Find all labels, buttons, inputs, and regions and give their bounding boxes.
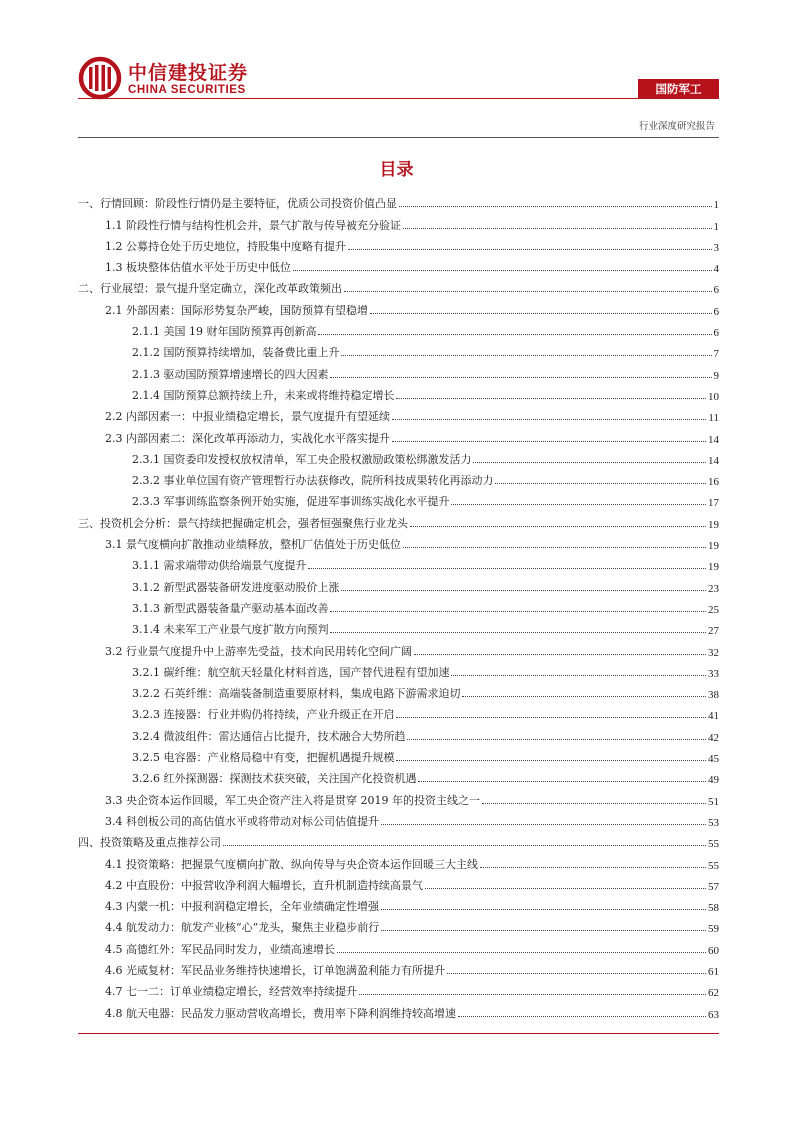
toc-entry-label: 4.8 航天电器：民品发力驱动营收高增长，费用率下降利润维持较高增速	[105, 1006, 456, 1020]
toc-entry[interactable]	[78, 446, 719, 467]
toc-leader-dots	[341, 355, 711, 356]
toc-entry-page: 14	[708, 454, 719, 467]
citic-logo-icon	[78, 56, 122, 100]
toc-entry-page: 19	[708, 518, 719, 531]
toc-leader-dots	[447, 973, 706, 974]
toc-entry-label: 3.4 科创板公司的高估值水平或将带动对标公司估值提升	[105, 814, 379, 828]
toc-title: 目录	[379, 160, 414, 180]
toc-entry-page: 27	[708, 625, 719, 638]
toc-leader-dots	[381, 824, 706, 825]
toc-entry-label: 3.1.3 新型武器装备量产驱动基本面改善	[132, 601, 329, 615]
toc-entry[interactable]	[78, 722, 719, 743]
toc-entry-label: 3.1.2 新型武器装备研发进度驱动股价上涨	[132, 580, 340, 594]
toc-entry[interactable]	[78, 509, 719, 530]
toc-entry[interactable]	[78, 254, 719, 275]
toc-entry-page: 61	[708, 965, 719, 978]
toc-entry[interactable]	[78, 935, 719, 956]
toc-entry-label: 3.1.4 未来军工产业景气度扩散方向预判	[132, 623, 329, 637]
toc-entry-page: 4	[713, 263, 719, 276]
toc-entry-page: 6	[713, 305, 719, 318]
logo-chinese-name: 中信建投证券	[128, 62, 249, 84]
toc-entry-page: 14	[708, 433, 719, 446]
toc-entry-page: 6	[713, 284, 719, 297]
toc-entry-page: 25	[708, 603, 719, 616]
toc-leader-dots	[451, 675, 706, 676]
toc-entry[interactable]	[78, 978, 719, 999]
toc-entry-label: 4.7 七一二：订单业绩稳定增长，经营效率持续提升	[105, 985, 357, 999]
toc-entry-label: 2.1.3 驱动国防预算增速增长的四大因素	[132, 367, 329, 381]
toc-entry-label: 4.3 内蒙一机：中报利润稳定增长，全年业绩确定性增强	[105, 900, 379, 914]
toc-entry-label: 2.1 外部因素：国际形势复杂严峻，国防预算有望稳增	[105, 303, 368, 317]
toc-leader-dots	[341, 590, 706, 591]
toc-entry-label: 3.2.5 电容器：产业格局稳中有变，把握机遇提升规模	[132, 751, 395, 765]
toc-entry[interactable]	[78, 914, 719, 935]
toc-entry-label: 2.1.1 美国 19 财年国防预算再创新高	[132, 325, 317, 339]
toc-entry[interactable]	[78, 211, 719, 232]
toc-leader-dots	[482, 803, 706, 804]
report-type: 行业深度研究报告	[638, 121, 715, 132]
toc-entry[interactable]	[78, 637, 719, 658]
toc-leader-dots	[330, 632, 706, 633]
toc-entry[interactable]	[78, 318, 719, 339]
toc-entry[interactable]	[78, 744, 719, 765]
toc-leader-dots	[381, 930, 706, 931]
toc-entry-label: 3.1 景气度横向扩散推动业绩释放，整机厂估值处于历史低位	[105, 538, 401, 552]
toc-entry-label: 3.1.1 需求端带动供给端景气度提升	[132, 559, 307, 573]
toc-leader-dots	[330, 377, 711, 378]
toc-leader-dots	[396, 398, 706, 399]
toc-leader-dots	[344, 291, 712, 292]
toc-leader-dots	[403, 547, 706, 548]
toc-leader-dots	[407, 739, 706, 740]
toc-entry-page: 51	[708, 795, 719, 808]
toc-entry-label: 四、投资策略及重点推荐公司	[78, 836, 221, 850]
toc-entry-label: 3.2.1 碳纤维：航空航天轻量化材料首选，国产替代进程有望加速	[132, 665, 450, 679]
toc-leader-dots	[318, 334, 711, 335]
toc-entry-label: 4.4 航发动力：航发产业核“心”龙头，聚焦主业稳步前行	[105, 921, 380, 935]
toc-entry[interactable]	[78, 893, 719, 914]
toc-entry[interactable]	[78, 467, 719, 488]
toc-entry-label: 一、行情回顾：阶段性行情仍是主要特征，优质公司投资价值凸显	[78, 197, 397, 211]
toc-leader-dots	[473, 462, 706, 463]
toc-entry-page: 3	[713, 241, 719, 254]
toc-entry-page: 9	[713, 369, 719, 382]
toc-leader-dots	[392, 441, 706, 442]
toc-entry[interactable]	[78, 424, 719, 445]
toc-entry-label: 4.5 高德红外：军民品同时发力，业绩高速增长	[105, 942, 335, 956]
toc-entry-label: 4.1 投资策略：把握景气度横向扩散、纵向传导与央企资本运作回暖三大主线	[105, 857, 478, 871]
toc-entry-page: 53	[708, 816, 719, 829]
toc-leader-dots	[370, 313, 712, 314]
toc-leader-dots	[451, 504, 706, 505]
footer-divider	[78, 1033, 719, 1034]
toc-entry-page: 11	[708, 412, 719, 425]
toc-entry[interactable]	[78, 957, 719, 978]
toc-entry-label: 2.1.2 国防预算持续增加，装备费比重上升	[132, 346, 340, 360]
toc-entry[interactable]	[78, 190, 719, 211]
toc-entry-label: 3.2.4 微波组件：雷达通信占比提升，技术融合大势所趋	[132, 729, 406, 743]
toc-entry[interactable]	[78, 786, 719, 807]
toc-entry[interactable]	[78, 360, 719, 381]
toc-leader-dots	[308, 568, 706, 569]
toc-entry-page: 63	[708, 1008, 719, 1021]
toc-entry-label: 1.2 公募持仓处于历史地位，持股集中度略有提升	[105, 239, 346, 253]
toc-entry[interactable]	[78, 488, 719, 509]
toc-entry-label: 1.1 阶段性行情与结构性机会并，景气扩散与传导被充分验证	[105, 218, 401, 232]
toc-entry-label: 3.3 央企资本运作回暖，军工央企资产注入将是贯穿 2019 年的投资主线之一	[105, 793, 480, 807]
toc-leader-dots	[414, 654, 706, 655]
toc-leader-dots	[425, 888, 706, 889]
toc-entry[interactable]	[78, 552, 719, 573]
toc-leader-dots	[223, 845, 706, 846]
toc-entry-page: 62	[708, 987, 719, 1000]
toc-entry[interactable]	[78, 275, 719, 296]
toc-entry[interactable]	[78, 659, 719, 680]
toc-entry[interactable]	[78, 233, 719, 254]
toc-leader-dots	[403, 228, 712, 229]
toc-entry[interactable]	[78, 808, 719, 829]
toc-entry[interactable]	[78, 382, 719, 403]
toc-entry[interactable]	[78, 531, 719, 552]
toc-leader-dots	[293, 270, 712, 271]
toc-leader-dots	[418, 781, 706, 782]
toc-entry[interactable]	[78, 999, 719, 1020]
toc-entry[interactable]	[78, 339, 719, 360]
toc-leader-dots	[392, 419, 706, 420]
toc-entry-page: 1	[713, 220, 719, 233]
subheader-divider	[78, 137, 719, 138]
toc-entry-label: 2.3.1 国资委印发授权放权清单，军工央企股权激励政策松绑激发活力	[132, 452, 472, 466]
toc-entry[interactable]	[78, 573, 719, 594]
logo-english-name: CHINA SECURITIES	[128, 84, 246, 96]
toc-entry-label: 3.2.3 连接器：行业并购仍将持续，产业升级正在开启	[132, 708, 395, 722]
toc-entry-page: 19	[708, 540, 719, 553]
toc-entry-label: 4.2 中直股份：中报营收净利润大幅增长，直升机制造持续高景气	[105, 878, 423, 892]
toc-leader-dots	[462, 696, 706, 697]
toc-entry-page: 41	[708, 710, 719, 723]
toc-entry[interactable]	[78, 701, 719, 722]
toc-entry-page: 57	[708, 880, 719, 893]
toc-entry-page: 6	[713, 327, 719, 340]
toc-entry-label: 3.2.6 红外探测器：探测技术获突破，关注国产化投资机遇	[132, 772, 417, 786]
toc-leader-dots	[396, 717, 706, 718]
toc-entry-page: 32	[708, 646, 719, 659]
toc-entry[interactable]	[78, 680, 719, 701]
toc-entry-page: 38	[708, 689, 719, 702]
toc-entry[interactable]	[78, 595, 719, 616]
toc-entry[interactable]	[78, 403, 719, 424]
toc-entry[interactable]	[78, 616, 719, 637]
toc-entry-page: 55	[708, 838, 719, 851]
toc-leader-dots	[495, 483, 706, 484]
header-divider	[78, 98, 719, 99]
toc-leader-dots	[381, 909, 706, 910]
toc-entry-label: 3.2 行业景气度提升中上游率先受益，技术向民用转化空间广阔	[105, 644, 412, 658]
toc-entry-page: 1	[713, 199, 719, 212]
toc-leader-dots	[337, 952, 706, 953]
toc-entry[interactable]	[78, 872, 719, 893]
company-logo	[78, 56, 253, 102]
toc-entry-page: 7	[713, 348, 719, 361]
toc-leader-dots	[396, 760, 706, 761]
toc-entry-page: 23	[708, 582, 719, 595]
toc-entry[interactable]	[78, 829, 719, 850]
toc-entry-label: 三、投资机会分析：景气持续把握确定机会，强者恒强聚焦行业龙头	[78, 516, 408, 530]
toc-leader-dots	[348, 249, 712, 250]
toc-leader-dots	[359, 994, 706, 995]
toc-entry-page: 45	[708, 753, 719, 766]
toc-leader-dots	[480, 867, 706, 868]
toc-entry-label: 4.6 光威复材：军民品业务维持快速增长，订单饱满盈利能力有所提升	[105, 963, 445, 977]
toc-entry-page: 58	[708, 902, 719, 915]
toc-entry[interactable]	[78, 296, 719, 317]
toc-entry-page: 16	[708, 476, 719, 489]
toc-entry[interactable]	[78, 765, 719, 786]
toc-entry-page: 19	[708, 561, 719, 574]
toc-entry-page: 10	[708, 390, 719, 403]
toc-entry-page: 49	[708, 774, 719, 787]
toc-entry-page: 59	[708, 923, 719, 936]
toc-entry-label: 2.3.3 军事训练监察条例开始实施，促进军事训练实战化水平提升	[132, 495, 450, 509]
toc-entry-label: 2.2 内部因素一：中报业绩稳定增长，景气度提升有望延续	[105, 410, 390, 424]
toc-entry-label: 2.3.2 事业单位国有资产管理暂行办法获修改，院所科技成果转化再添动力	[132, 474, 494, 488]
toc-entry-page: 33	[708, 667, 719, 680]
toc-entry-page: 55	[708, 859, 719, 872]
sector-tag: 国防军工	[638, 79, 719, 99]
toc-entry-page: 42	[708, 731, 719, 744]
toc-entry-page: 17	[708, 497, 719, 510]
toc-leader-dots	[410, 526, 706, 527]
toc-entry[interactable]	[78, 850, 719, 871]
toc-entry-label: 2.1.4 国防预算总额持续上升，未来或将维持稳定增长	[132, 388, 395, 402]
table-of-contents	[78, 190, 719, 1021]
toc-leader-dots	[330, 611, 706, 612]
toc-leader-dots	[458, 1016, 706, 1017]
toc-entry-label: 2.3 内部因素二：深化改革再添动力，实战化水平落实提升	[105, 431, 390, 445]
toc-entry-label: 3.2.2 石英纤维：高端装备制造重要原材料，集成电路下游需求迫切	[132, 687, 461, 701]
toc-entry-page: 60	[708, 944, 719, 957]
toc-entry-label: 二、行业展望：景气提升坚定确立，深化改革政策频出	[78, 282, 342, 296]
toc-leader-dots	[399, 206, 712, 207]
toc-entry-label: 1.3 板块整体估值水平处于历史中低位	[105, 261, 291, 275]
